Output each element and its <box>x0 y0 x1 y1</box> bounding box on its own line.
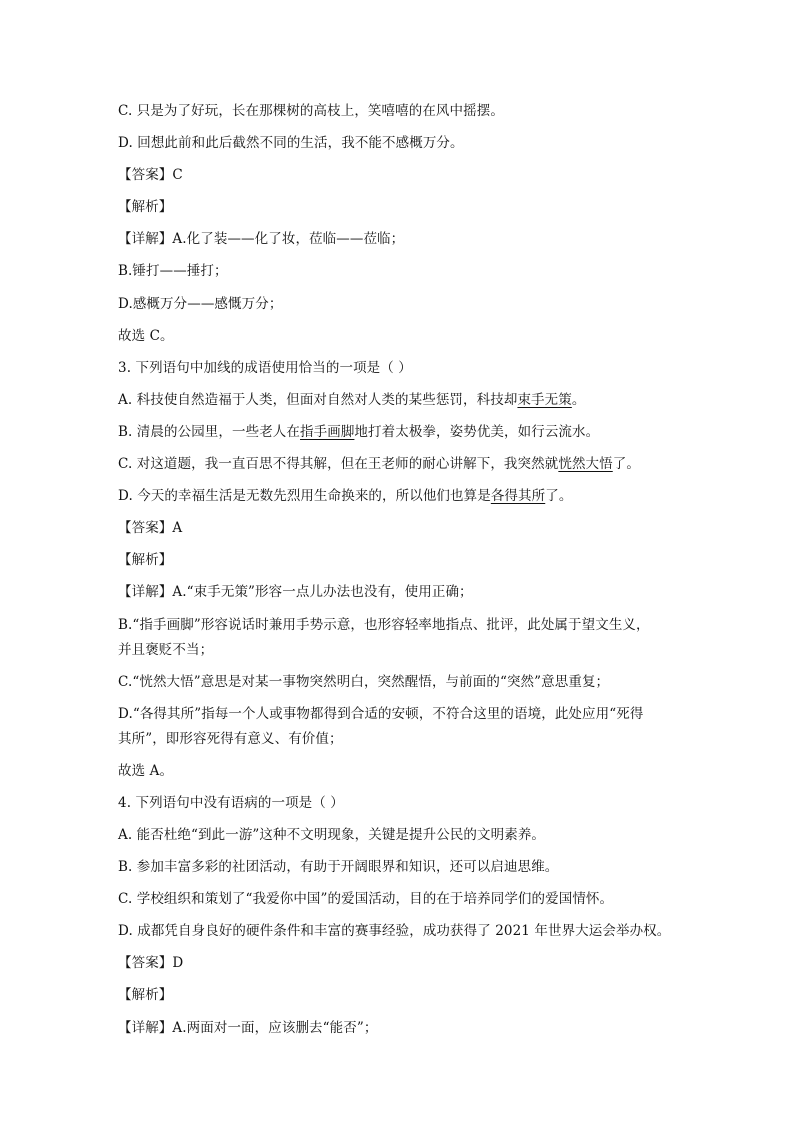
text-segment: D. 今天的幸福生活是无数先烈用生命换来的，所以他们也算是 <box>118 488 491 505</box>
text-line: D. 成都凭自身良好的硬件条件和丰富的赛事经验，成功获得了 2021 年世界大运会举办权。 <box>118 923 671 940</box>
text-line: 【详解】A.两面对一面，应该删去“能否”； <box>118 1019 378 1036</box>
text-segment: A. 科技使自然造福于人类，但面对自然对人类的某些惩罚，科技却 <box>118 391 518 408</box>
text-line: 【答案】D <box>118 955 184 972</box>
text-line: 其所”，即形容死得有意义、有价值； <box>118 730 343 747</box>
text-line: B.“指手画脚”形容说话时兼用手势示意，也形容轻率地指点、批评，此处属于望文生义， <box>118 616 650 633</box>
text-line <box>118 422 686 442</box>
text-line <box>118 390 686 410</box>
text-line: B.锤打——捶打； <box>118 263 228 280</box>
text-line: 【解析】 <box>118 199 173 216</box>
text-line <box>118 454 686 474</box>
underlined-idiom: 各得其所 <box>490 488 546 505</box>
text-line <box>118 486 686 506</box>
document-body <box>118 101 686 1050</box>
text-line: 4. 下列语句中没有语病的一项是（ ） <box>118 794 344 811</box>
text-line: B. 参加丰富多彩的社团活动，有助于开阔眼界和知识，还可以启迪思维。 <box>118 859 559 876</box>
text-line: C. 学校组织和策划了“我爱你中国”的爱国活动，目的在于培养同学们的爱国情怀。 <box>118 891 614 908</box>
text-line: 并且褒贬不当； <box>118 641 214 658</box>
text-line: D.“各得其所”指每一个人或事物都得到合适的安顿，不符合这里的语境，此处应用“死得 <box>118 705 644 722</box>
underlined-idiom: 指手画脚 <box>300 423 355 440</box>
text-line: 【解析】 <box>118 987 173 1004</box>
text-line: 故选 C。 <box>118 327 174 344</box>
underlined-idiom: 恍然大悟 <box>558 456 613 473</box>
text-segment: 了。 <box>612 456 640 473</box>
text-line: C. 只是为了好玩，长在那棵树的高枝上，笑嘻嘻的在风中摇摆。 <box>118 103 504 119</box>
text-line: D.感概万分——感慨万分； <box>118 295 283 312</box>
text-segment: C. 对这道题，我一直百思不得其解，但在王老师的耐心讲解下，我突然就 <box>118 456 559 473</box>
text-segment: 。 <box>571 391 586 408</box>
underlined-idiom: 束手无策 <box>517 391 572 408</box>
text-line: C.“恍然大悟”意思是对某一事物突然明白，突然醒悟，与前面的“突然”意思重复； <box>118 673 610 690</box>
text-line: 【答案】C <box>118 167 183 184</box>
text-line: 【详解】A.化了装——化了妆，莅临——莅临； <box>118 231 405 248</box>
text-segment: 了。 <box>545 488 573 505</box>
text-segment: 地打着太极拳，姿势优美，如行云流水。 <box>354 423 600 440</box>
text-line: 【解析】 <box>118 552 173 569</box>
text-line: D. 回想此前和此后截然不同的生活，我不能不感概万分。 <box>118 135 464 152</box>
text-line: A. 能否杜绝“到此一游”这种不文明现象，关键是提升公民的文明素养。 <box>118 826 546 843</box>
text-line: 3. 下列语句中加线的成语使用恰当的一项是（ ） <box>118 359 412 376</box>
text-line: 【答案】A <box>118 520 183 537</box>
text-segment: B. 清晨的公园里，一些老人在 <box>118 423 301 440</box>
text-line: 【详解】A.“束手无策”形容一点儿办法也没有，使用正确； <box>118 584 473 601</box>
text-line: 故选 A。 <box>118 762 174 779</box>
